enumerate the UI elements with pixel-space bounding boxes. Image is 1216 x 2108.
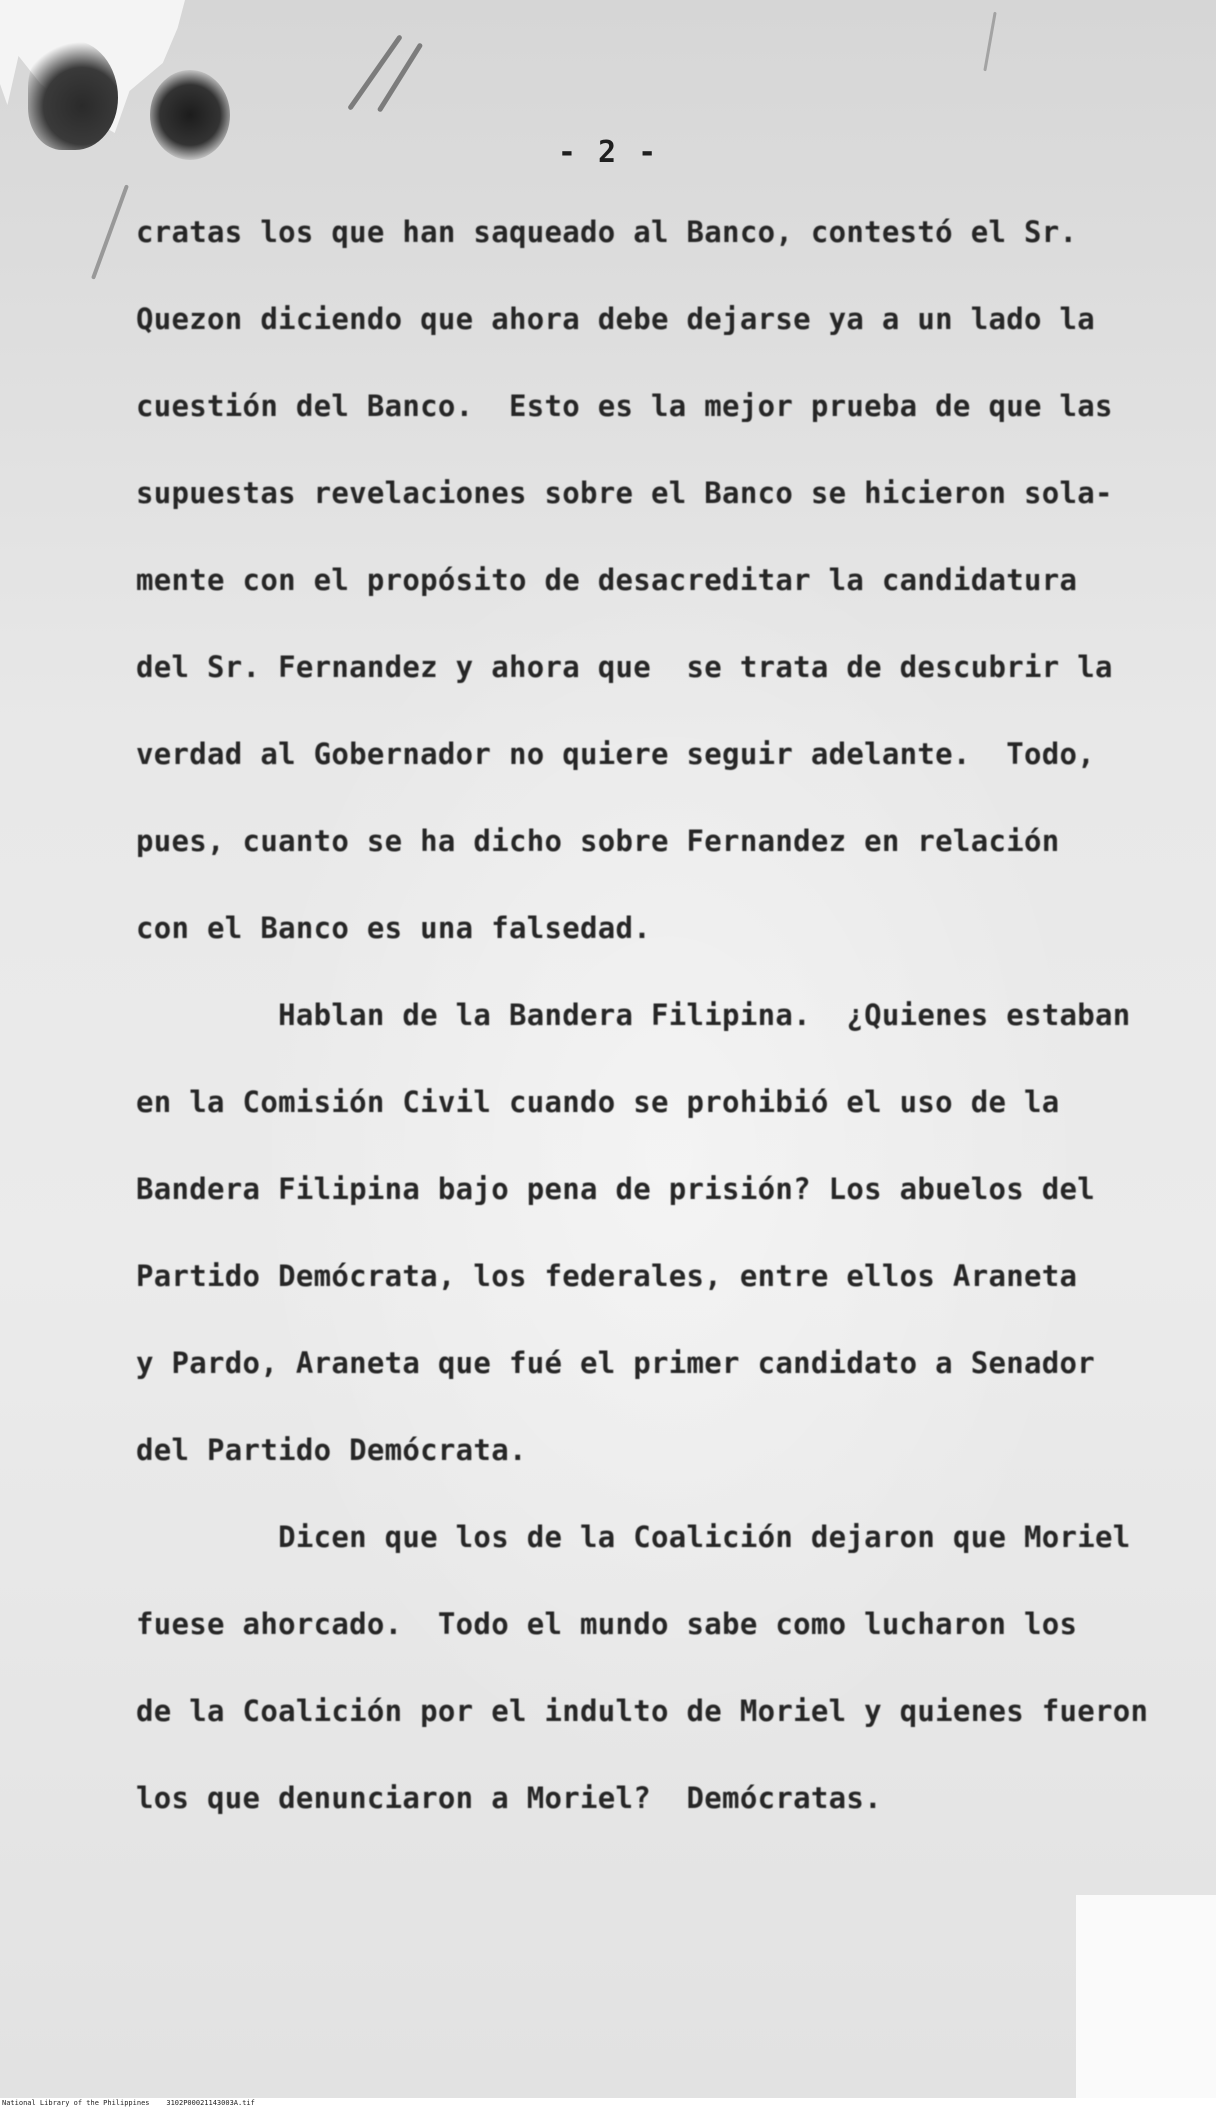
text-line: y Pardo, Araneta que fué el primer candidato a Senador: [136, 1346, 1096, 1380]
text-line: Bandera Filipina bajo pena de prisión? Los abuelos del: [136, 1172, 1096, 1206]
text-line: verdad al Gobernador no quiere seguir adelante. Todo,: [136, 737, 1096, 771]
text-line: Dicen que los de la Coalición dejaron que Moriel: [136, 1520, 1131, 1554]
text-line: supuestas revelaciones sobre el Banco se hicieron sola-: [136, 476, 1113, 510]
text-line: en la Comisión Civil cuando se prohibió el uso de la: [136, 1085, 1060, 1119]
text-line: los que denunciaron a Moriel? Demócratas.: [136, 1781, 882, 1815]
pen-mark: [91, 184, 129, 279]
text-line: con el Banco es una falsedad.: [136, 911, 652, 945]
ink-blot: [28, 40, 118, 150]
text-line: Quezon diciendo que ahora debe dejarse ya a un lado la: [136, 302, 1096, 336]
text-line: del Sr. Fernandez y ahora que se trata de descubrir la: [136, 650, 1113, 684]
text-line: mente con el propósito de desacreditar la candidatura: [136, 563, 1078, 597]
text-line: Partido Demócrata, los federales, entre ellos Araneta: [136, 1259, 1078, 1293]
document-body: [136, 210, 1149, 1863]
scan-edge-patch: [1076, 1895, 1216, 2098]
text-line: cuestión del Banco. Esto es la mejor prueba de que las: [136, 389, 1113, 423]
text-line: Hablan de la Bandera Filipina. ¿Quienes estaban: [136, 998, 1131, 1032]
text-line: pues, cuanto se ha dicho sobre Fernandez en relación: [136, 824, 1060, 858]
text-line: de la Coalición por el indulto de Moriel y quienes fueron: [136, 1694, 1149, 1728]
text-line: del Partido Demócrata.: [136, 1433, 527, 1467]
pen-mark: [983, 12, 996, 72]
pen-mark: [347, 34, 403, 111]
scan-footer-caption: National Library of the Philippines 3102P00021143003A.tif: [0, 2098, 1216, 2108]
page-number: - 2 -: [557, 135, 659, 170]
pen-mark: [377, 42, 424, 112]
text-line: fuese ahorcado. Todo el mundo sabe como lucharon los: [136, 1607, 1078, 1641]
text-line: cratas los que han saqueado al Banco, contestó el Sr.: [136, 215, 1078, 249]
